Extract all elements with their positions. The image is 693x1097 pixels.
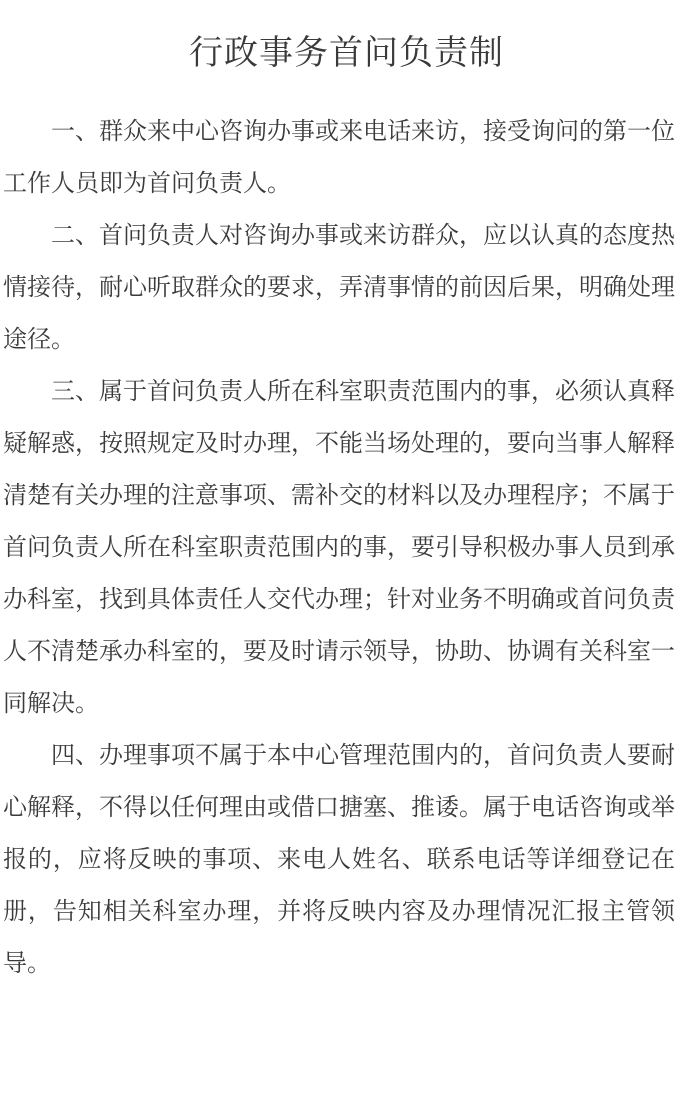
paragraph-4: 四、办理事项不属于本中心管理范围内的，首问负责人要耐心解释，不得以任何理由或借口搪塞、推诿。属于电话咨询或举报的，应将反映的事项、来电人姓名、联系电话等详细登记在册，告知相关科室办理，并将反映内容及办理情况汇报主管领导。 — [3, 741, 675, 977]
paragraph-2: 二、首问负责人对咨询办事或来访群众，应以认真的态度热情接待，耐心听取群众的要求，弄清事情的前因后果，明确处理途径。 — [3, 221, 675, 353]
document-title: 行政事务首问负责制 — [189, 33, 504, 73]
paragraph-3: 三、属于首问负责人所在科室职责范围内的事，必须认真释疑解惑，按照规定及时办理，不能当场处理的，要向当事人解释清楚有关办理的注意事项、需补交的材料以及办理程序；不属于首问负责人所在科室职责范围内的事，要引导积极办事人员到承办科室，找到具体责任人交代办理；针对业务不明确或首问负责人不清楚承办科室的，要及时请示领导，协助、协调有关科室一同解决。 — [3, 377, 675, 717]
document-body — [3, 105, 675, 989]
paragraph-1: 一、群众来中心咨询办事或来电话来访，接受询问的第一位工作人员即为首问负责人。 — [3, 117, 675, 197]
